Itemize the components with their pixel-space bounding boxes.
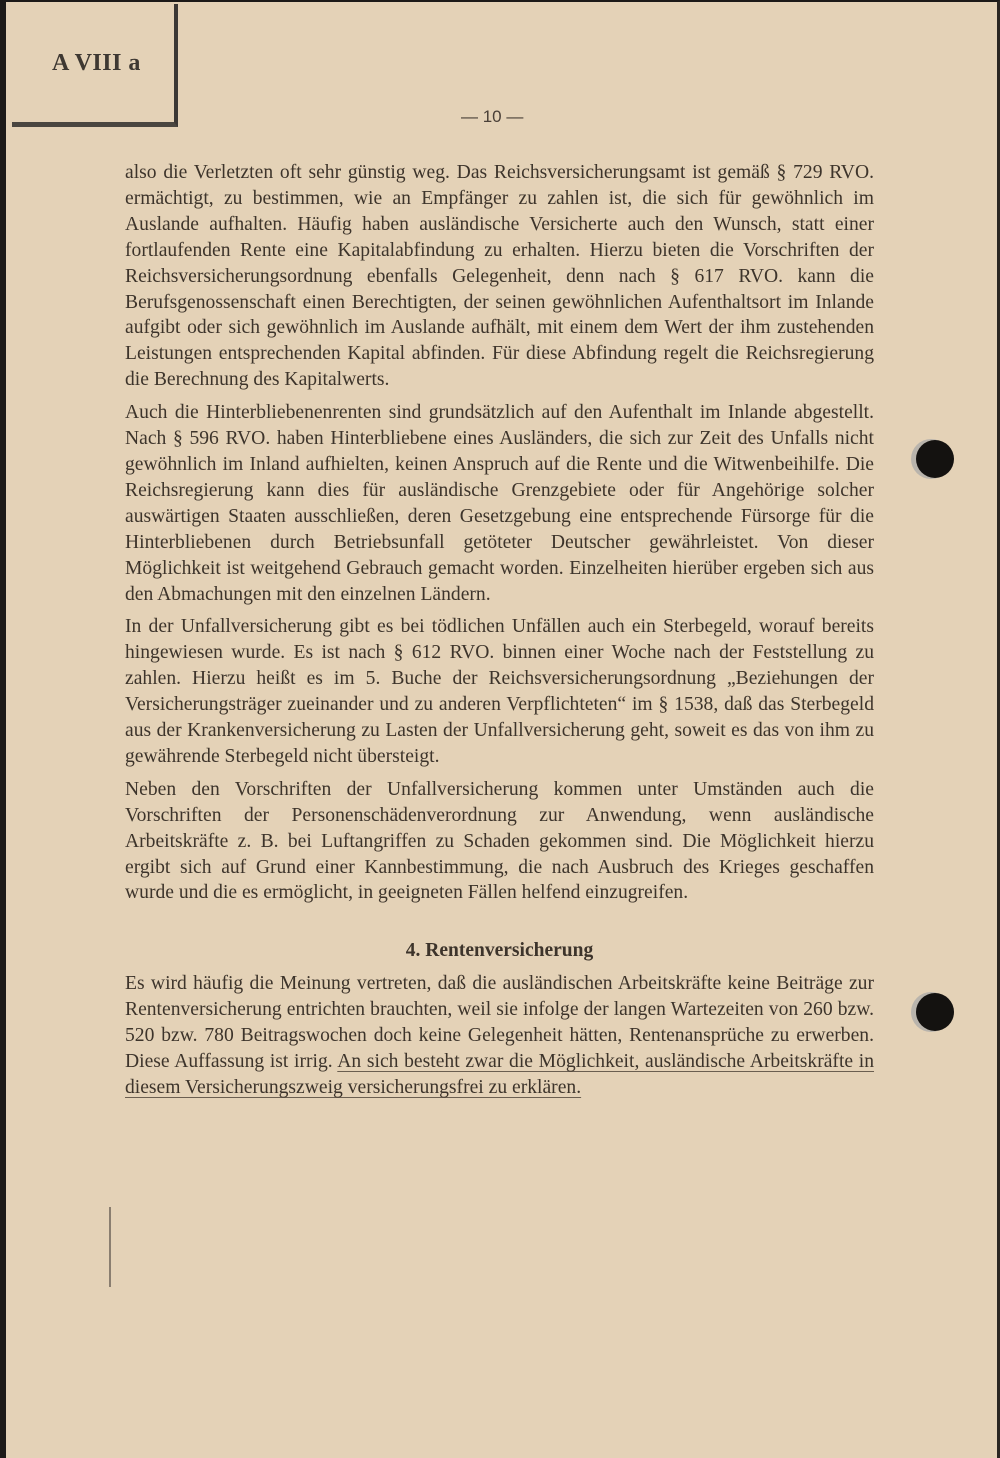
punch-hole bbox=[916, 993, 954, 1031]
paragraph: also die Verletzten oft sehr günstig weg. Das Reichsversicherungsamt ist gemäß § 729 RVO. ermächtigt, zu bestimmen, wie an Empfänger zu zahlen ist, die sich für gewöhnlich im Auslande aufhalten. Häufig haben ausländische Versicherte auch den Wunsch, statt einer fortlaufenden Rente eine Kapitalabfindung zu erhalten. Hierzu bieten die Vorschriften der Reichsversicherungsordnung ebenfalls Gelegenheit, denn nach § 617 RVO. kann die Berufsgenossenschaft einen Berechtigten, der seinen gewöhnlichen Aufenthaltsort im Inlande aufgibt oder sich gewöhnlich im Auslande aufhält, mit einem dem Wert der ihm zustehenden Leistungen entsprechenden Kapital abfinden. Für diese Abfindung regelt die Reichsregierung die Berechnung des Kapitalwerts. bbox=[125, 162, 874, 391]
paragraph: In der Unfallversicherung gibt es bei tödlichen Unfällen auch ein Sterbegeld, worauf bereits hingewiesen wurde. Es ist nach § 612 RVO. binnen einer Woche nach der Feststellung zu zahlen. Hierzu heißt es im 5. Buche der Reichsversicherungsordnung „Beziehungen der Versicherungsträger zueinander und zu anderen Verpflichteten“ im § 1538, daß das Sterbegeld aus der Krankenversicherung zu Lasten der Unfallversicherung geht, soweit es das von ihm zu gewährende Sterbegeld nicht übersteigt. bbox=[125, 616, 874, 767]
underlined-text: An sich besteht zwar die Möglichkeit, ausländische Arbeitskräfte in diesem Versicherungszweig versicherungsfrei zu erklären. bbox=[125, 1051, 875, 1098]
paragraph: Neben den Vorschriften der Unfallversicherung kommen unter Umständen auch die Vorschriften der Personenschädenverordnung zur Anwendung, wenn ausländische Arbeitskräfte z. B. bei Luftangriffen zu Schaden gekommen sind. Die Möglichkeit hierzu ergibt sich auf Grund einer Kannbestimmung, die nach Ausbruch des Krieges geschaffen wurde und die es ermöglicht, in geeigneten Fällen helfend einzugreifen. bbox=[125, 778, 874, 904]
section-heading: 4. Rentenversicherung bbox=[405, 940, 594, 962]
paragraph: Auch die Hinterbliebenenrenten sind grundsätzlich auf den Aufenthalt im Inlande abgestellt. Nach § 596 RVO. haben Hinterbliebene eines Ausländers, die sich zur Zeit des Unfalls nicht gewöhnlich im Inland aufhielten, keinen Anspruch auf die Rente und die Witwenbeihilfe. Die Reichsregierung kann dies für ausländische Grenzgebiete oder für Angehörige solcher auswärtigen Staaten ausschließen, deren Gesetzgebung eine entsprechende Fürsorge für die Hinterbliebenen durch Betriebsunfall getöteter Deutscher gewährleistet. Von dieser Möglichkeit ist weitgehend Gebrauch gemacht worden. Einzelheiten hierüber ergeben sich aus den Abmachungen mit den einzelnen Ländern. bbox=[125, 402, 874, 605]
section-code: A VIII a bbox=[52, 50, 141, 76]
page-number: — 10 — bbox=[461, 107, 524, 126]
margin-mark bbox=[109, 1207, 111, 1287]
body-text bbox=[125, 160, 874, 1108]
paragraph bbox=[125, 971, 874, 1101]
punch-hole bbox=[916, 440, 954, 478]
paragraph-text: Es wird häufig die Meinung vertreten, daß die ausländischen Arbeitskräfte keine Beiträge zur Rentenversicherung entrichten brauchten, weil sie infolge der langen Wartezeiten von 260 bzw. 520 bzw. 780 Beitragswochen doch keine Gelegenheit hätten, Rentenansprüche zu erwerben. Diese Auffassung ist irrig. bbox=[125, 973, 874, 1072]
